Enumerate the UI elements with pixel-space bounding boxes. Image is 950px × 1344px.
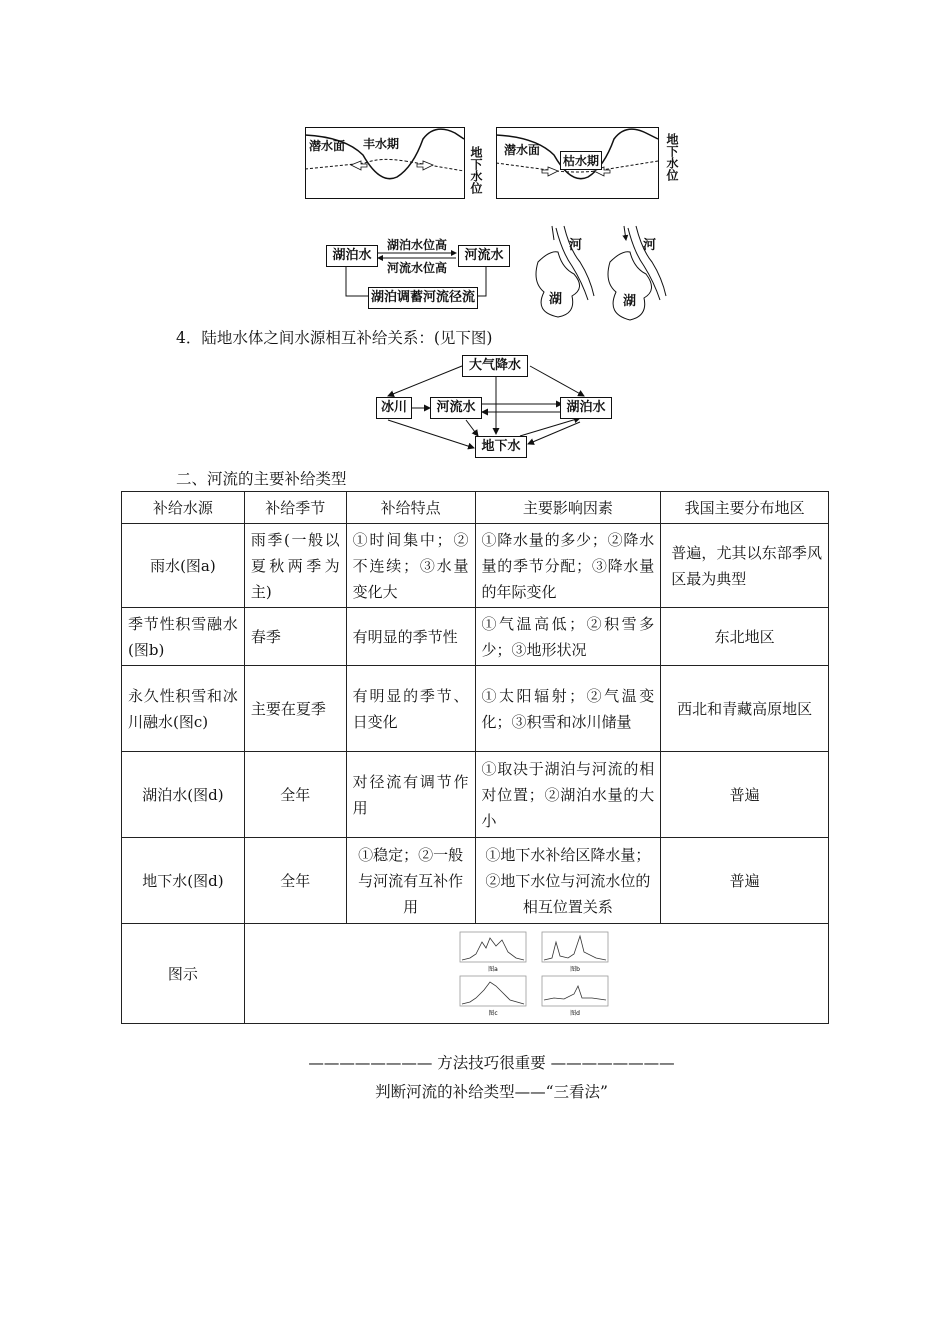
period-label-wet: 丰水期 [363,137,400,151]
table-cell: 普遍 [661,838,829,924]
table-row [122,666,829,752]
table-cell: ①太阳辐射；②气温变化；③积雪和冰川储量 [475,666,661,752]
groundwater-diagram-wet [305,127,465,199]
table-cell: ①取决于湖泊与河流的相对位置；②湖泊水量的大小 [475,752,661,838]
table-cell: 主要在夏季 [244,666,346,752]
table-cell: 地下水(图d) [122,838,245,924]
box-lake: 湖泊水 [326,245,378,267]
mini-label-a: 图a [488,965,499,973]
table-cell: ①稳定；②一般与河流有互补作用 [346,838,475,924]
method-banner: ———————— 方法技巧很重要 ———————— [308,1054,675,1072]
node-glacier: 冰川 [376,397,412,419]
axis-label-dry: 地下水位 [665,133,679,181]
table-cell: 春季 [244,608,346,666]
table-row [122,608,829,666]
table-cell: 普遍 [661,752,829,838]
table-cell: 图示 [122,924,245,1024]
header-cell: 主要影响因素 [475,492,661,524]
table-cell: ①地下水补给区降水量；②地下水位与河流水位的相互位置关系 [475,838,661,924]
label-river-higher: 河流水位高 [387,261,448,275]
table-row [122,752,829,838]
table-cell: ①降水量的多少；②降水量的季节分配；③降水量的年际变化 [475,524,661,608]
table-cell: ①气温高低；②积雪多少；③地形状况 [475,608,661,666]
table-cell: 雨水(图a) [122,524,245,608]
surface-label-dry: 潜水面 [504,143,541,157]
table-row [122,524,829,608]
method-subtitle: 判断河流的补给类型——“三看法” [375,1083,608,1101]
table-cell: 全年 [244,752,346,838]
table-header-row [122,492,829,524]
table-cell: 有明显的季节性 [346,608,475,666]
label-lake-higher: 湖泊水位高 [387,238,448,252]
header-cell: 补给特点 [346,492,475,524]
node-river: 河流水 [430,397,482,419]
table-cell: 雨季(一般以夏秋两季为主) [244,524,346,608]
table-cell: 对径流有调节作用 [346,752,475,838]
axis-label-wet: 地下水位 [469,146,483,194]
header-cell: 我国主要分布地区 [661,492,829,524]
table-cell: 永久性积雪和冰川融水(图c) [122,666,245,752]
sketch-label-river-1: 河 [569,238,583,253]
mini-label-c: 图c [488,1009,499,1017]
sketch-label-lake-1: 湖 [549,292,563,307]
mini-label-d: 图d [570,1009,581,1017]
node-ground: 地下水 [475,436,527,458]
figure-cell [244,924,828,1024]
sketch-label-river-2: 河 [643,238,657,253]
supply-types-table [121,491,829,1024]
table-row [122,838,829,924]
sketch-label-lake-2: 湖 [623,294,637,309]
groundwater-diagram-dry [496,127,659,199]
mini-label-b: 图b [570,965,581,973]
period-label-dry: 枯水期 [560,151,602,170]
table-cell: 西北和青藏高原地区 [661,666,829,752]
table-cell: 季节性积雪融水(图b) [122,608,245,666]
table-cell: ①时间集中；②不连续；③水量变化大 [346,524,475,608]
table-cell: 全年 [244,838,346,924]
surface-label-wet: 潜水面 [309,139,346,153]
section-4-text: 4．陆地水体之间水源相互补给关系：(见下图) [176,329,493,347]
node-lake: 湖泊水 [560,397,612,419]
table-cell: 普遍，尤其以东部季风区最为典型 [661,524,829,608]
header-cell: 补给水源 [122,492,245,524]
table-cell: 湖泊水(图d) [122,752,245,838]
box-river: 河流水 [458,245,510,267]
node-precip: 大气降水 [462,355,528,377]
table-row-figure [122,924,829,1024]
hydrograph-a [460,932,526,962]
hydrograph-d [542,976,608,1006]
section-2-title: 二、河流的主要补给类型 [176,470,347,488]
hydrograph-c [460,976,526,1006]
table-cell: 有明显的季节、日变化 [346,666,475,752]
mini-hydrographs [456,928,616,1020]
header-cell: 补给季节 [244,492,346,524]
table-cell: 东北地区 [661,608,829,666]
box-regulate: 湖泊调蓄河流径流 [368,287,478,309]
hydrograph-b [542,932,608,962]
